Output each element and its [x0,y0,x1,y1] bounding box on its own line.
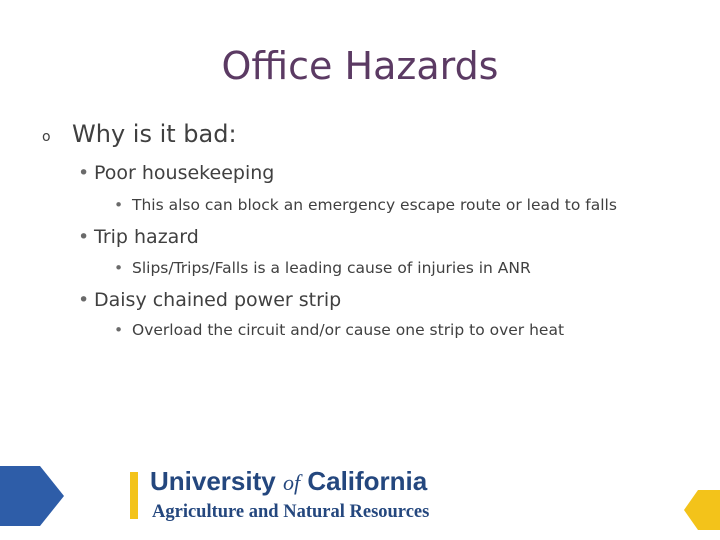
bullet-text: Poor housekeeping [94,162,275,184]
logo-word-of: of [282,470,301,495]
sub-bullet-item-2 [114,259,531,277]
logo-word-california: California [307,466,428,496]
sub-bullet-item-3 [114,321,564,339]
bullet-dot: • [114,196,124,214]
sub-bullet-item-1 [114,196,617,214]
logo-university-line [150,466,427,497]
decorative-arrow-left-icon [0,466,64,526]
bullet-text: Daisy chained power strip [94,289,342,311]
slide-title: Office Hazards [221,44,499,88]
bullet-dot: • [78,289,90,311]
decorative-arrow-right-icon [684,490,720,530]
uc-anr-logo [130,466,430,526]
heading-bullet: o [42,129,51,145]
bullet-dot: • [114,321,124,339]
bullet-item-3 [78,289,341,311]
logo-anr-line: Agriculture and Natural Resources [152,502,430,522]
logo-word-university: University [150,466,276,496]
bullet-text: Trip hazard [94,226,199,248]
bullet-item-1 [78,162,274,184]
sub-bullet-text: Slips/Trips/Falls is a leading cause of injuries in ANR [132,259,531,277]
heading-text: Why is it bad: [72,120,237,148]
bullet-dot: • [114,259,124,277]
logo-bar [130,472,138,519]
bullet-dot: • [78,162,90,184]
sub-bullet-text: Overload the circuit and/or cause one strip to over heat [132,321,565,339]
bullet-dot: • [78,226,90,248]
bullet-item-2 [78,226,199,248]
sub-bullet-text: This also can block an emergency escape route or lead to falls [132,196,617,214]
